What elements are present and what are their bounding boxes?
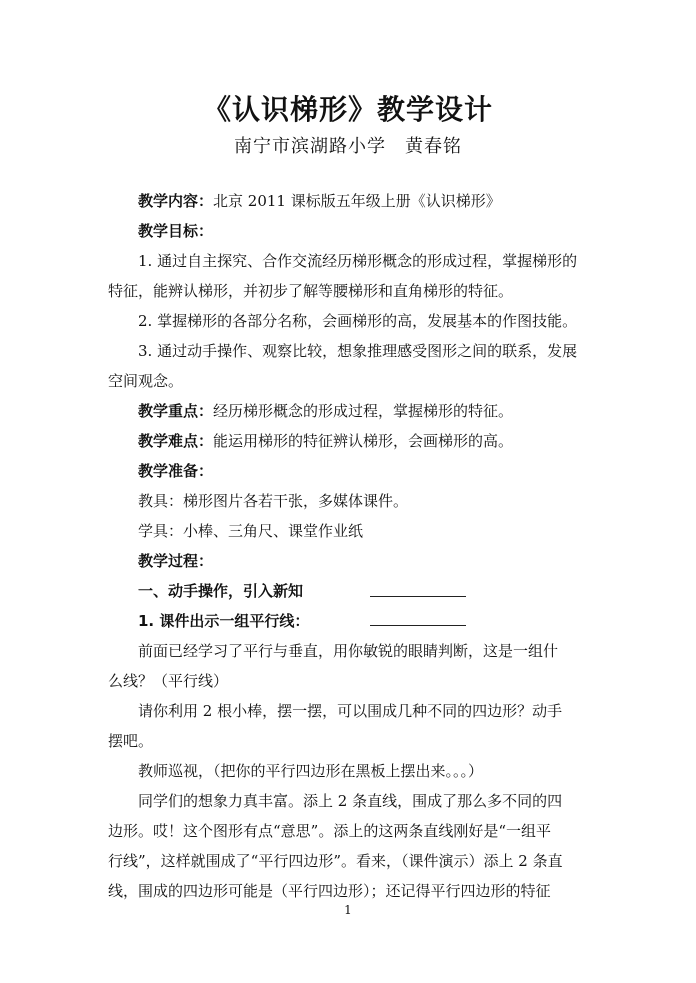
document-subtitle: 南宁市滨湖路小学 黄春铭 (234, 136, 462, 157)
difficulty-line (108, 426, 598, 456)
student-tools-line: 学具：小棒、三角尺、课堂作业纸 (138, 522, 364, 540)
teacher-tools-line: 教具：梯形图片各若干张，多媒体课件。 (138, 492, 409, 510)
paragraph-1-line-2: 么线？（平行线） (108, 672, 229, 690)
teaching-process-label: 教学过程： (138, 552, 214, 570)
paragraph-1-line-1: 前面已经学习了平行与垂直，用你敏锐的眼睛判断，这是一组什 (138, 642, 559, 660)
section-1-heading: 一、动手操作，引入新知 (138, 582, 304, 600)
difficulty-label: 教学难点： (138, 432, 214, 450)
document-body (108, 186, 598, 906)
parallel-line-top (370, 596, 466, 597)
paragraph-4-line-2: 边形。哎！这个图形有点“意思”。添上的这两条直线刚好是“一组平 (108, 822, 552, 840)
objective-3-line-1: 3. 通过动手操作、观察比较，想象推理感受图形之间的联系，发展 (138, 342, 578, 360)
paragraph-4-line-4: 线，围成的四边形可能是（平行四边形）；还记得平行四边形的特征 (108, 882, 551, 900)
objective-3-line-2: 空间观念。 (108, 372, 184, 390)
page-number: 1 (344, 903, 352, 917)
teaching-content-text: 北京 2011 课标版五年级上册《认识梯形》 (213, 192, 501, 210)
preparation-label: 教学准备： (138, 462, 214, 480)
paragraph-2-line-1: 请你利用 2 根小棒，摆一摆，可以围成几种不同的四边形？动手 (138, 702, 563, 720)
parallel-line-bottom (370, 625, 466, 626)
key-point-text: 经历梯形概念的形成过程，掌握梯形的特征。 (213, 402, 514, 420)
teaching-content-line (108, 186, 598, 216)
paragraph-4-line-1: 同学们的想象力真丰富。添上 2 条直线，围成了那么多不同的四 (138, 792, 563, 810)
objective-1-line-1: 1. 通过自主探究、合作交流经历梯形概念的形成过程，掌握梯形的 (138, 252, 578, 270)
teaching-content-label: 教学内容： (138, 192, 214, 210)
objective-1-line-2: 特征，能辨认梯形，并初步了解等腰梯形和直角梯形的特征。 (108, 282, 514, 300)
teaching-objectives-heading (108, 216, 598, 246)
paragraph-3-line: 教师巡视，（把你的平行四边形在黑板上摆出来。。。） (138, 762, 484, 780)
document-title: 《认识梯形》教学设计 (202, 93, 493, 126)
paragraph-4-line-3: 行线”，这样就围成了“平行四边形”。看来，（课件演示）添上 2 条直 (108, 852, 563, 870)
objective-2-line: 2. 掌握梯形的各部分名称，会画梯形的高，发展基本的作图技能。 (138, 312, 578, 330)
paragraph-2-line-2: 摆吧。 (108, 732, 154, 750)
key-point-line (108, 396, 598, 426)
key-point-label: 教学重点： (138, 402, 214, 420)
teaching-objectives-label: 教学目标： (138, 222, 214, 240)
difficulty-text: 能运用梯形的特征辨认梯形，会画梯形的高。 (213, 432, 514, 450)
preparation-heading (108, 456, 598, 486)
teaching-process-heading (108, 546, 598, 576)
step-1-heading: 1. 课件出示一组平行线： (138, 612, 310, 630)
